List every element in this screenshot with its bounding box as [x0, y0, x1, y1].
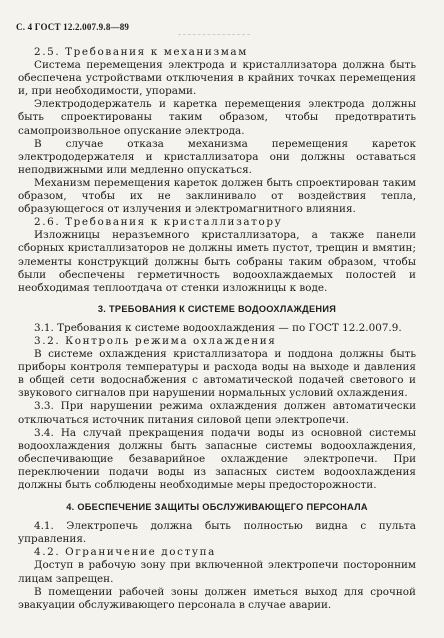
- subsection-heading-2-6: 2.6. Требования к кристаллизатору: [34, 216, 283, 229]
- paragraph: 3.4. На случай прекращения подачи воды из основной системы водоохлаждения должны быть запасные системы водоохлаждения, обеспечивающие безаварийное охлаждение электропечи. При переключении подачи воды из запасных систем водоохлаждения должны быть соблюдены необходимые меры предосторожности.: [18, 426, 416, 491]
- subsection-heading-4-2: 4.2. Ограничение доступа: [34, 546, 216, 559]
- paragraph: 3.3. При нарушении режима охлаждения должен автоматически отключаться источник питания силовой цепи электропечи.: [18, 400, 416, 426]
- paragraph: 3.1. Требования к системе водоохлаждения — по ГОСТ 12.2.007.9.: [34, 321, 402, 334]
- paragraph: Доступ в рабочую зону при включенной электропечи посторонним лицам запрещен.: [18, 559, 416, 585]
- paragraph: 4.1. Электропечь должна быть полностью видна с пульта управления.: [18, 520, 416, 546]
- paragraph: Электрододержатель и каретка перемещения электрода должны быть спроектированы таким образом, чтобы предотвратить самопроизвольное опускание электрода.: [18, 98, 416, 137]
- subsection-heading-2-5: 2.5. Требования к механизмам: [34, 46, 248, 58]
- paragraph: Механизм перемещения кареток должен быть спроектирован таким образом, чтобы их не заклинивало от воздействия тепла, образующегося от излучения и электромагнитного влияния.: [18, 176, 416, 216]
- section-heading-3: 3. ТРЕБОВАНИЯ К СИСТЕМЕ ВОДООХЛАЖДЕНИЯ: [97, 303, 337, 314]
- page-header: С. 4 ГОСТ 12.2.007.9.8—89: [16, 22, 130, 32]
- subsection-heading-3-2: 3.2. Контроль режима охлаждения: [34, 334, 277, 347]
- paragraph: В случае отказа механизма перемещения кареток электрододержателя и кристаллизатора они должны оставаться неподвижными или медленно опускаться.: [18, 137, 416, 176]
- section-heading-4: 4. ОБЕСПЕЧЕНИЕ ЗАЩИТЫ ОБСЛУЖИВАЮЩЕГО ПЕРСОНАЛА: [66, 502, 368, 513]
- paragraph: В системе охлаждения кристаллизатора и поддона должны быть приборы контроля температуры и расхода воды на выходе и давления в общей сети водоснабжения с автоматической подачей светового и звукового сигналов при нарушении нормальных условий охлаждения.: [18, 348, 416, 400]
- document-body: [18, 46, 416, 612]
- paragraph: Изложницы неразъемного кристаллизатора, а также панели сборных кристаллизаторов не должны иметь пустот, трещин и вмятин; элементы конструкций должны быть собраны таким образом, чтобы были обеспечены герметичность водоохлаждаемых полостей и необходимая теплоотдача от стенки изложницы к воде.: [18, 229, 416, 294]
- faint-stamp-mark: [178, 22, 250, 35]
- paragraph: Система перемещения электрода и кристаллизатора должна быть обеспечена устройствами отключения в крайних точках перемещения и, при необходимости, упорами.: [18, 59, 416, 98]
- paragraph: В помещении рабочей зоны должен иметься выход для срочной эвакуации обслуживающего персонала в случае аварии.: [18, 585, 416, 611]
